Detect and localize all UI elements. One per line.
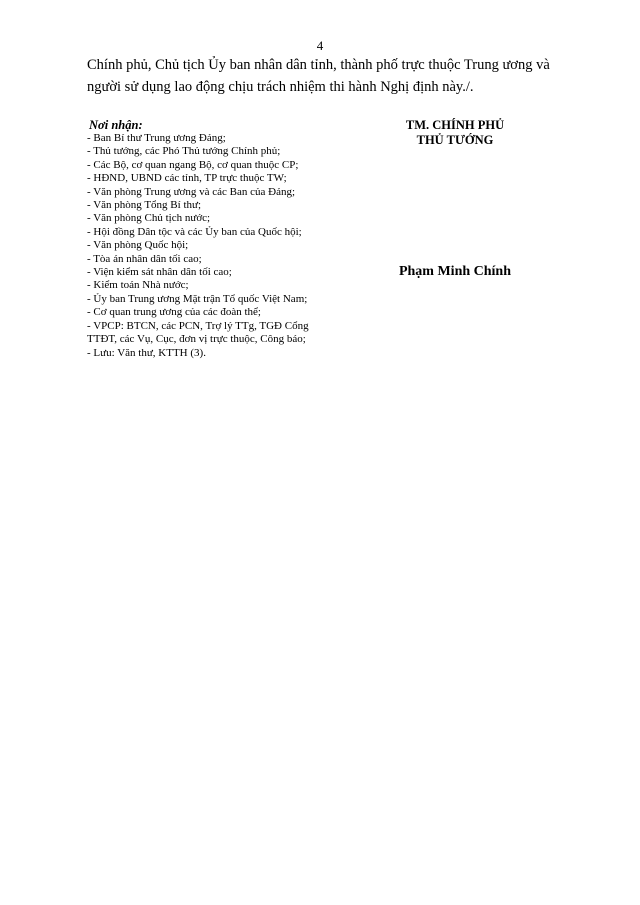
recipients-title: Nơi nhận:: [89, 118, 143, 132]
recipient-item: TTĐT, các Vụ, Cục, đơn vị trực thuộc, Công báo;: [87, 333, 306, 346]
closing-paragraph: [87, 54, 582, 98]
recipient-item: - Văn phòng Quốc hội;: [87, 239, 189, 252]
recipient-item: - VPCP: BTCN, các PCN, Trợ lý TTg, TGĐ Cổng: [87, 319, 309, 332]
paragraph-line: người sử dụng lao động chịu trách nhiệm thi hành Nghị định này./.: [87, 79, 474, 95]
recipient-item: - Ủy ban Trung ương Mặt trận Tổ quốc Việt Nam;: [87, 292, 308, 305]
recipient-item: - Văn phòng Chủ tịch nước;: [87, 212, 211, 225]
signature-authority: TM. CHÍNH PHỦ: [405, 118, 505, 132]
paragraph-line: Chính phủ, Chủ tịch Ủy ban nhân dân tỉnh, thành phố trực thuộc Trung ương và: [87, 57, 550, 73]
signature-title: THỦ TƯỚNG: [416, 133, 494, 147]
recipient-item: - Cơ quan trung ương của các đoàn thể;: [87, 306, 261, 319]
recipient-item: - Thủ tướng, các Phó Thủ tướng Chính phủ;: [87, 145, 281, 158]
recipient-item: - Kiểm toán Nhà nước;: [87, 279, 189, 292]
recipient-item: - Hội đồng Dân tộc và các Ủy ban của Quốc hội;: [87, 225, 302, 238]
page-number: 4: [316, 38, 324, 53]
recipient-item: - Văn phòng Trung ương và các Ban của Đảng;: [87, 185, 296, 198]
recipient-item: - Tòa án nhân dân tối cao;: [87, 252, 202, 265]
signature-block: [375, 118, 535, 148]
recipient-item: - Các Bộ, cơ quan ngang Bộ, cơ quan thuộc CP;: [87, 158, 299, 171]
recipient-item: - Viện kiểm sát nhân dân tối cao;: [87, 266, 232, 279]
recipients-block: [87, 118, 357, 360]
recipient-item: - Ban Bí thư Trung ương Đảng;: [87, 132, 226, 144]
recipients-list: [87, 132, 357, 360]
recipient-item: - HĐND, UBND các tỉnh, TP trực thuộc TW;: [87, 172, 287, 185]
recipient-item: - Lưu: Văn thư, KTTH (3).: [87, 346, 206, 359]
recipient-item: - Văn phòng Tổng Bí thư;: [87, 199, 202, 212]
signer-name: Phạm Minh Chính: [398, 264, 512, 279]
